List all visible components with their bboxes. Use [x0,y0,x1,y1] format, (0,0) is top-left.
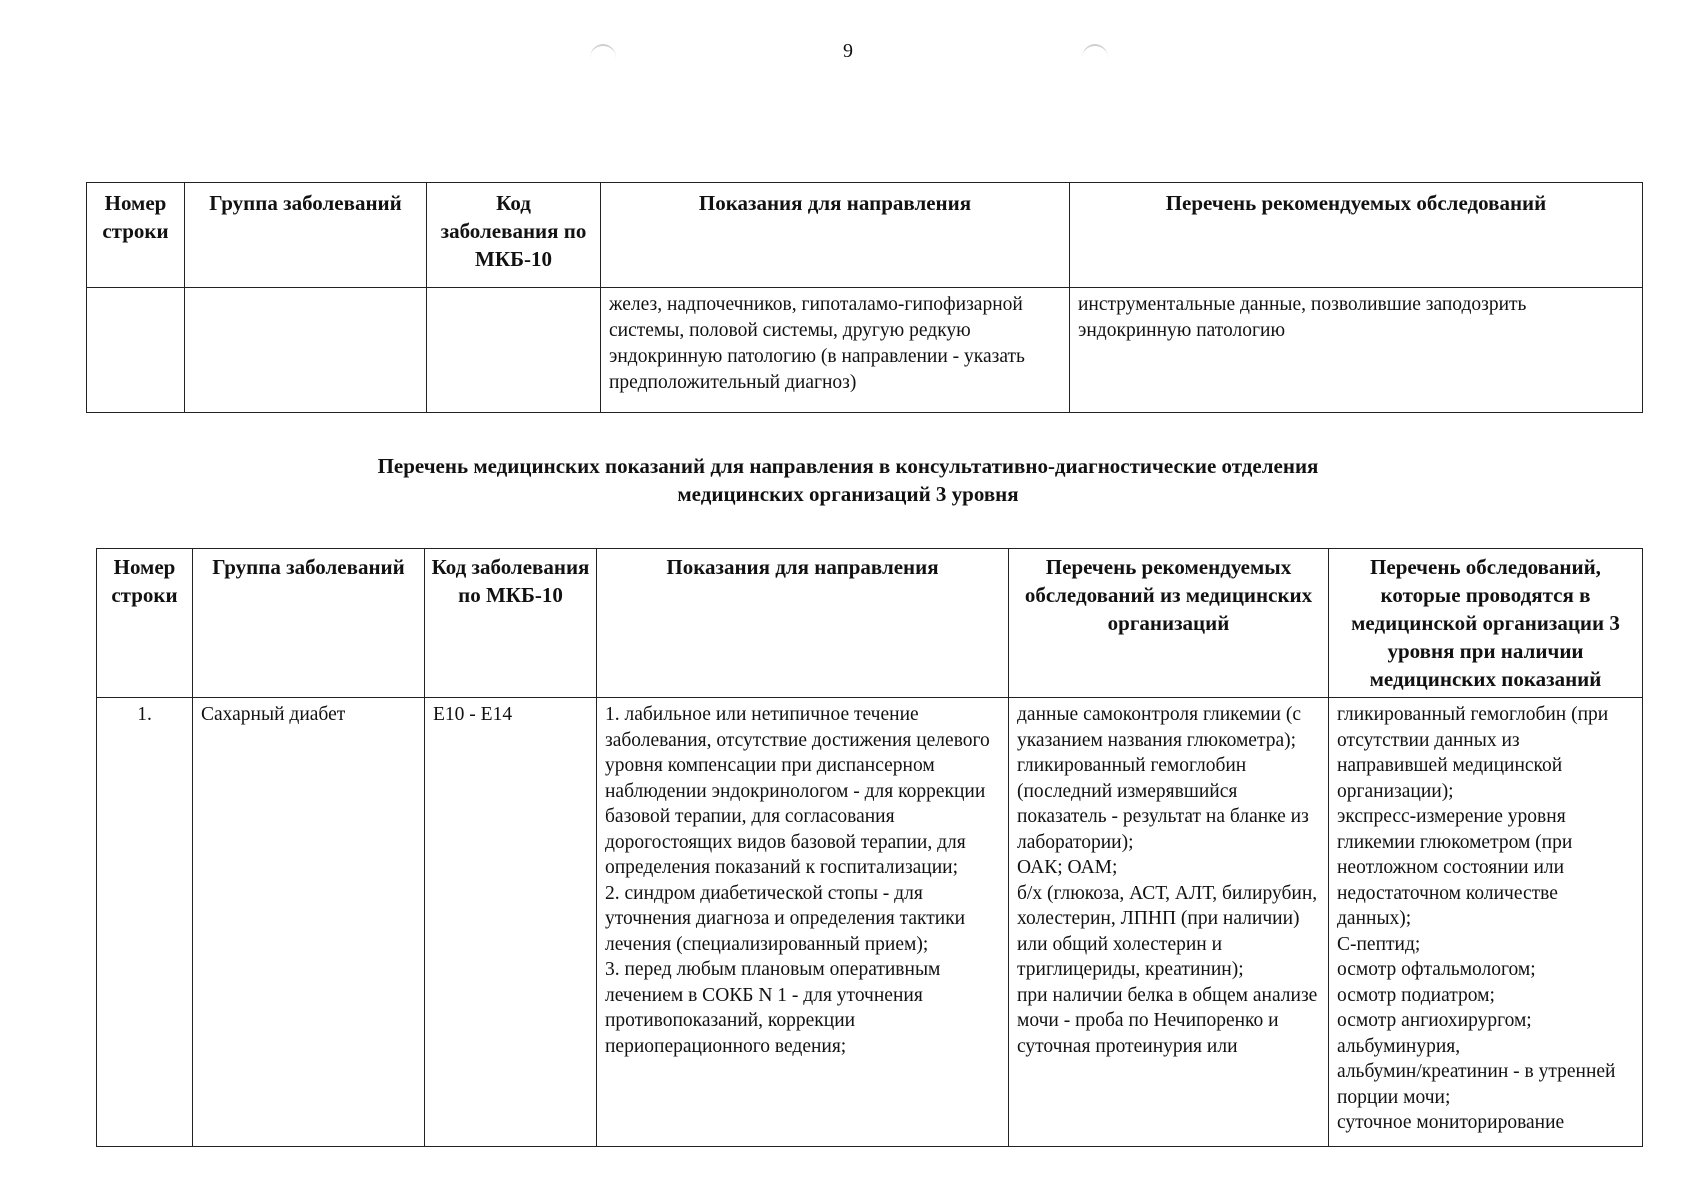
level3-item: гликированный гемоглобин (при отсутствии данных из направившей медицинской организации); [1337,704,1609,802]
recommended-item: данные самоконтроля гликемии (с указанием названия глюкометра); [1017,704,1302,751]
header-examinations: Перечень рекомендуемых обследований [1070,183,1643,288]
level3-item: альбуминурия, [1337,1035,1461,1057]
cell-disease-group [185,288,427,413]
level3-item: альбумин/креатинин - в утренней порции мочи; [1337,1061,1616,1108]
section-title [0,452,1696,508]
section-title-line-1: Перечень медицинских показаний для направления в консультативно-диагностические отделения [377,454,1319,478]
table-row [87,288,1643,413]
cell-indications: желез, надпочечников, гипоталамо-гипофизарной системы, половой системы, другую редкую эндокринную патологию (в направлении - указать предположительный диагноз) [601,288,1070,413]
cell-level3-examinations [1329,698,1643,1147]
cell-icd-code: E10 - E14 [425,698,597,1147]
recommended-item: гликированный гемоглобин (последний измерявшийся показатель - результат на бланке из лаборатории); [1017,755,1309,853]
cell-row-number [87,288,185,413]
cell-examinations: инструментальные данные, позволившие заподозрить эндокринную патологию [1070,288,1643,413]
header-level3-examinations: Перечень обследований, которые проводятся в медицинской организации 3 уровня при наличии медицинских показаний [1329,549,1643,698]
header-icd-code: Код заболевания по МКБ-10 [427,183,601,288]
header-icd-code: Код заболевания по МКБ-10 [425,549,597,698]
header-row-number: Номер строки [97,549,193,698]
level3-item: осмотр подиатром; [1337,984,1495,1006]
indication-item: 3. перед любым плановым оперативным лечением в СОКБ N 1 - для уточнения противопоказаний, коррекции периоперационного ведения; [605,959,941,1057]
table-header-row [97,549,1643,698]
level3-item: осмотр офтальмологом; [1337,959,1536,980]
page-number: 9 [843,40,853,62]
level3-item: осмотр ангиохирургом; [1337,1010,1532,1031]
indication-item: 1. лабильное или нетипичное течение заболевания, отсутствие достижения целевого уровня компенсации при диспансерном наблюдении эндокринологом - для коррекции базовой терапии, для согласования дорогостоящих видов базовой терапии, для определения показаний к госпитализации; [605,704,990,878]
cell-recommended-examinations [1009,698,1329,1147]
header-row-number: Номер строки [87,183,185,288]
level3-item: суточное мониторирование [1337,1112,1565,1133]
table-header-row [87,183,1643,288]
recommended-item: при наличии белка в общем анализе мочи - проба по Нечипоренко и суточная протеинурия или [1017,984,1318,1057]
level3-item: экспресс-измерение уровня гликемии глюкометром (при неотложном состоянии или недостаточном количестве данных); [1337,806,1573,929]
table-continued [86,182,1643,413]
header-indications: Показания для направления [601,183,1070,288]
level3-item: С-пептид; [1337,933,1421,955]
cell-row-number: 1. [97,698,193,1147]
table-row [97,698,1643,1147]
recommended-item: ОАК; ОАМ; [1017,857,1118,878]
indication-item: 2. синдром диабетической стопы - для уточнения диагноза и определения тактики лечения (специализированный прием); [605,882,966,955]
cell-icd-code [427,288,601,413]
cell-disease-group: Сахарный диабет [193,698,425,1147]
section-title-line-2: медицинских организаций 3 уровня [677,482,1019,506]
header-recommended-examinations: Перечень рекомендуемых обследований из медицинских организаций [1009,549,1329,698]
header-disease-group: Группа заболеваний [185,183,427,288]
table-level3-indications [96,548,1643,1147]
header-disease-group: Группа заболеваний [193,549,425,698]
cell-indications [597,698,1009,1147]
recommended-item: б/х (глюкоза, АСТ, АЛТ, билирубин, холестерин, ЛПНП (при наличии) или общий холестерин и триглицериды, креатинин); [1017,882,1318,980]
header-indications: Показания для направления [597,549,1009,698]
